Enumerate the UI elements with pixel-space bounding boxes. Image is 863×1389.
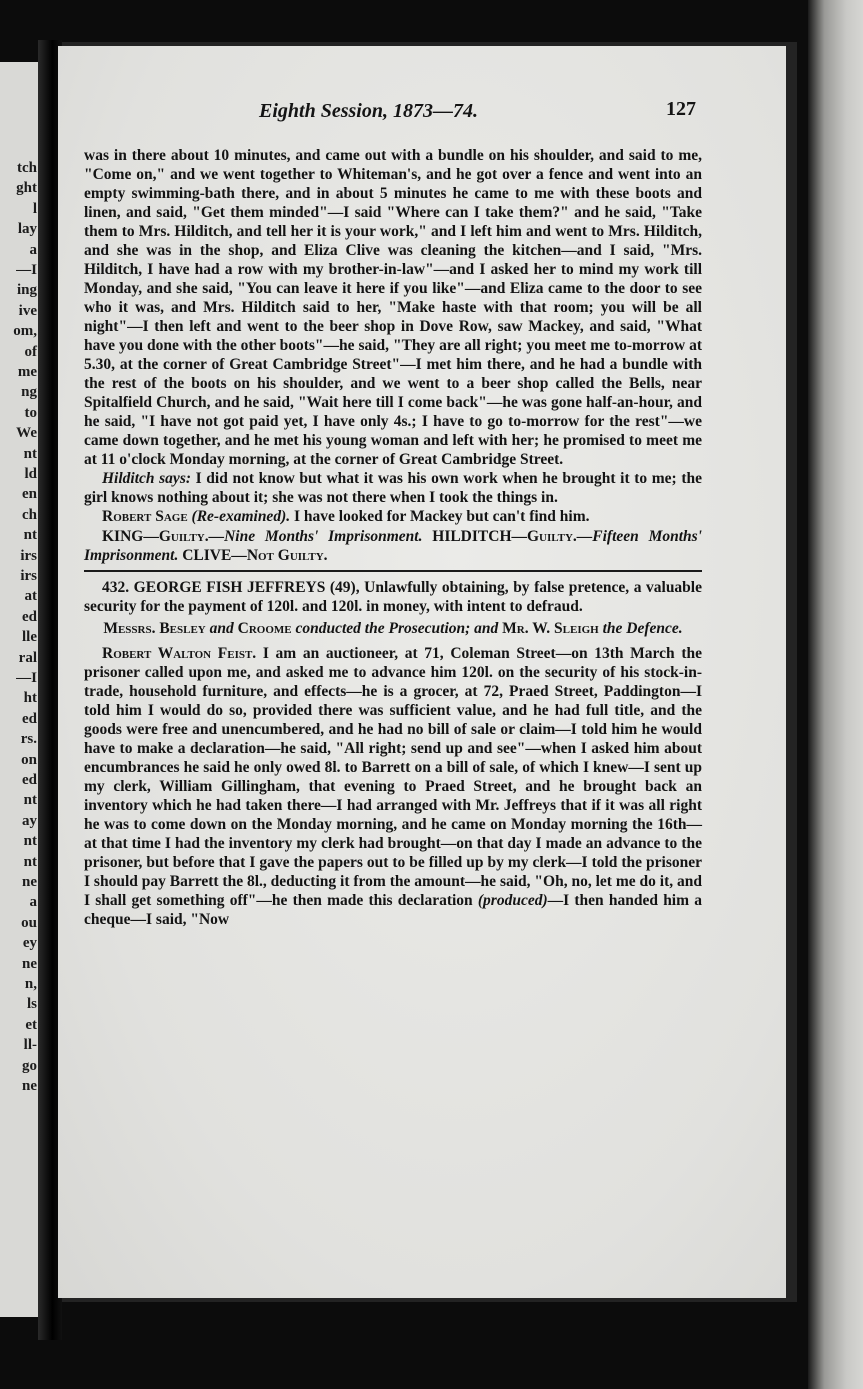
left-page-fragment: ne bbox=[22, 955, 37, 972]
case-heading: 432. GEORGE FISH JEFFREYS (49), Unlawfully obtaining, by false pretence, a valuable security for the payment of 120l. and 120l. in money, with intent to defraud. bbox=[84, 579, 702, 615]
left-page-fragment: ght bbox=[16, 180, 37, 197]
left-page-fragment: et bbox=[25, 1016, 37, 1033]
left-page-fragment: ng bbox=[21, 384, 37, 401]
left-page-fragment: ou bbox=[21, 914, 37, 931]
left-page-fragment: a bbox=[29, 894, 37, 911]
left-page-fragment: irs bbox=[20, 568, 37, 584]
paragraph-sage-reexamined: Robert Sage (Re-examined). I have looked for Mackey but can't find him. bbox=[102, 508, 590, 525]
left-page-fragment: ls bbox=[26, 996, 37, 1013]
left-page-fragment: —I bbox=[16, 670, 37, 686]
speaker: Robert Sage bbox=[102, 508, 188, 525]
left-page-fragment: nt bbox=[23, 833, 37, 850]
page-number: 127 bbox=[666, 98, 696, 120]
page-header bbox=[84, 100, 696, 126]
left-page-fragment: ll- bbox=[23, 1037, 37, 1054]
left-page-fragment: lay bbox=[17, 221, 37, 238]
right-background-edge bbox=[808, 0, 863, 1389]
left-page-fragment: ld bbox=[24, 466, 37, 482]
left-page-fragment: of bbox=[24, 343, 37, 360]
left-page-fragment: ed bbox=[22, 608, 37, 625]
left-page-fragment: ing bbox=[16, 282, 37, 299]
left-page-fragment: tch bbox=[17, 160, 37, 176]
left-page-fragment: om, bbox=[13, 323, 37, 340]
left-page-fragment: ral bbox=[18, 649, 37, 666]
left-page-fragment: ive bbox=[18, 302, 37, 319]
page-body bbox=[84, 146, 702, 929]
running-title: Eighth Session, 1873—74. bbox=[259, 100, 478, 122]
left-page-fragment: nt bbox=[23, 527, 37, 544]
left-page-fragment: nt bbox=[23, 792, 37, 809]
left-page-fragment: a bbox=[29, 241, 37, 258]
left-page-fragment: rs. bbox=[20, 731, 37, 748]
speaker: Hilditch says: bbox=[102, 470, 192, 487]
witness-name: Robert Walton Feist. bbox=[102, 645, 257, 662]
left-page-fragment: me bbox=[17, 364, 37, 380]
left-page-fragment: ht bbox=[23, 690, 37, 707]
left-page-fragment: ch bbox=[22, 506, 37, 523]
left-page-fragment: irs bbox=[20, 547, 37, 564]
left-page-fragment: go bbox=[22, 1057, 37, 1074]
paragraph-continuation: was in there about 10 minutes, and came out with a bundle on his shoulder, and said to me, "Come on," and we went together to Whiteman's, and he got over a fence and went into an empty swimming-bath there, and in about 5 minutes he came to me with these boots and linen, and said, "Get them minded"—I said "Where can I take them?" and he said, "Take them to Mrs. Hilditch, and tell her it is your work," and I left him and went to Mrs. Hilditch, and she was in the shop, and Eliza Clive was cleaning the kitchen—and I said, "Mrs. Hilditch, I have had a row with my brother-in-law"—and I asked her to mind my work till Monday, and she said, "You can leave it here if you like"—and Eliza came to the door to see who it was, and Mrs. Hilditch said to her, "Make haste with that room; you will be all night"—I then left and went to the beer shop in Dove Row, saw Mackey, and said, "What have you done with the other boots"—he said, "They are all right; you meet me to-morrow at 5.30, at the corner of Great Cambridge Street"—I met him there, and he had a bundle with the rest of the boots on his shoulder, and we went to a beer shop called the Bells, near Spitalfield Church, and he said, "Wait here till I come back"—he was gone half-an-hour, and he said, "I have not got paid yet, I have only 4s.; I have to go to-morrow for the rest"—we came down together, and he met his young woman and left with her; he promised to meet me at 11 o'clock Monday morning, at the corner of Great Cambridge Street. bbox=[84, 147, 702, 468]
left-page-fragment: ay bbox=[22, 812, 37, 829]
left-page-fragment: ey bbox=[22, 935, 37, 952]
left-page-fragment: —I bbox=[16, 262, 37, 278]
case-name: GEORGE FISH JEFFREYS (49), bbox=[133, 579, 360, 596]
left-page-fragment: nt bbox=[23, 445, 37, 462]
left-page-fragment: We bbox=[16, 425, 37, 442]
left-page-fragment: to bbox=[24, 404, 37, 421]
left-page-fragment: l bbox=[32, 200, 37, 217]
left-page-fragment: nt bbox=[23, 853, 37, 870]
left-page-fragment: on bbox=[21, 751, 37, 768]
left-page-fragment: ed bbox=[22, 772, 37, 788]
verdict-line: KING—Guilty.—Nine Months' Imprisonment. HILDITCH—Guilty.—Fifteen Months' Imprisonment. CLIVE—Not Guilty. bbox=[84, 528, 702, 564]
case-number: 432. bbox=[102, 579, 130, 596]
book-page bbox=[58, 46, 786, 1298]
left-page-fragment: ne bbox=[22, 1078, 37, 1094]
left-page-edge bbox=[0, 62, 40, 1317]
left-page-fragment: at bbox=[24, 588, 37, 605]
left-page-fragment: lle bbox=[22, 629, 37, 646]
witness-testimony: Robert Walton Feist. I am an auctioneer, at 71, Coleman Street—on 13th March the prisoner called upon me, and asked me to advance him 120l. on the security of his stock-in-trade, household furniture, and effects—he is a grocer, at 72, Praed Street, Paddington—I told him I would do so, provided there was sufficient value, and he had full title, and the goods were free and unencumbered, and he had no bill of sale or claim—I told him he would have to make a declaration—he said, "All right; send up and see"—when I asked him about encumbrances he said he only owed 8l. to Barrett on a bill of sale, of which I knew—I sent up my clerk, William Gillingham, that evening to Praed Street, and he brought back an inventory which he had taken there—I had arranged with Mr. Jeffreys that if it was all right he was to come down on the Monday morning, and he came on Monday morning the 16th—at that time I had the inventory my clerk had brought—on that day I made an advance to the prisoner, but before that I gave the papers out to be filled up by my clerk—I told the prisoner I should pay Barrett the 8l., deducting it from the amount—he said, "Oh, no, let me do it, and I shall get something off"—he then made this declaration (produced)—I then handed him a cheque—I said, "Now bbox=[84, 645, 702, 928]
left-page-fragment: n, bbox=[24, 976, 37, 992]
section-divider bbox=[84, 570, 702, 572]
counsel-line: Messrs. Besley and Croome conducted the Prosecution; and Mr. W. Sleigh the Defence. bbox=[103, 620, 683, 637]
left-page-fragment: en bbox=[22, 486, 37, 503]
paragraph-hilditch-statement: Hilditch says: I did not know but what it was his own work when he brought it to me; the girl knows nothing about it; she was not there when I took the things in. bbox=[84, 470, 702, 506]
left-page-fragment: ed bbox=[22, 710, 37, 727]
left-page-fragment: ne bbox=[22, 874, 37, 890]
